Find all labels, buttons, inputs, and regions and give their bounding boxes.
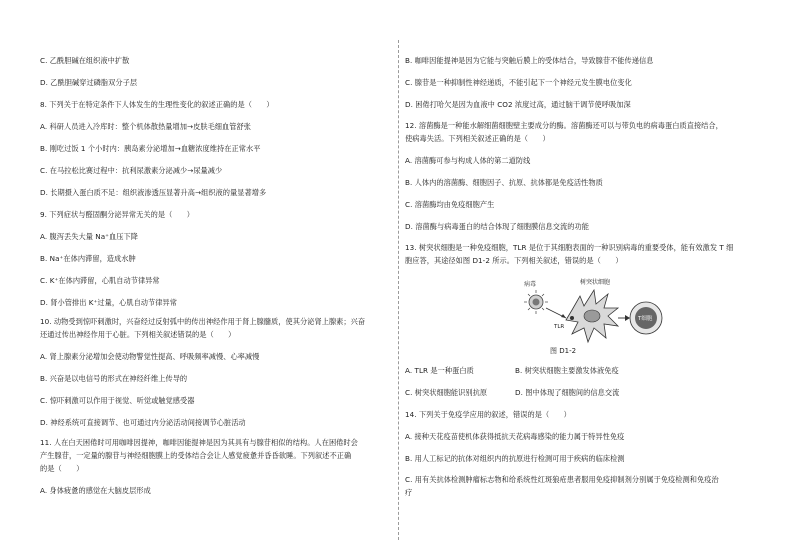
option-d-q7: D. 乙酰胆碱穿过磷脂双分子层 (40, 78, 138, 87)
option-d-q13: D. 图中体现了细胞间的信息交流 (515, 388, 620, 397)
option-d-q8: D. 长期摄入蛋白质不足：组织液渗透压显著升高→组织液的量显著增多 (40, 188, 267, 197)
option-d-q11: D. 困倦打哈欠是因为血液中 CO2 浓度过高，通过脑干调节使呼吸加深 (405, 100, 631, 109)
option-b-q12: B. 人体内的溶菌酶、细胞因子、抗原、抗体都是免疫活性物质 (405, 178, 603, 187)
option-c-q14-line2: 疗 (405, 488, 413, 497)
option-d-q10: D. 神经系统可直接调节、也可通过内分泌活动间接调节心脏活动 (40, 418, 246, 427)
option-b-q14: B. 用人工标记的抗体对组织内的抗原进行检测可用于疾病的临床检测 (405, 454, 625, 463)
question-11-stem-line3: 的是（ ） (40, 464, 84, 473)
option-a-q14: A. 接种天花疫苗使机体获得抵抗天花病毒感染的能力属于特异性免疫 (405, 432, 625, 441)
option-a-q13: A. TLR 是一种蛋白质 (405, 366, 474, 375)
option-c-q7: C. 乙酰胆碱在组织液中扩散 (40, 56, 130, 65)
option-c-q13: C. 树突状细胞能识别抗原 (405, 388, 488, 397)
option-a-q11: A. 身体疲惫的感觉在大脑皮层形成 (40, 486, 151, 495)
question-13-stem-line1: 13. 树突状细胞是一种免疫细胞，TLR 是位于其细胞表面的一种识别病毒的重要受体，能有效激发 T 细 (405, 243, 734, 252)
question-11-stem-line2: 产生腺苷，一定量的腺苷与神经细胞膜上的受体结合会让人感觉疲惫并昏昏欲睡。下列叙述不正确 (40, 451, 352, 460)
option-b-q9: B. Na⁺在体内滞留，造成水肿 (40, 254, 136, 263)
column-divider (398, 40, 399, 540)
option-a-q10: A. 肾上腺素分泌增加会使动物警觉性提高、呼吸频率减慢、心率减慢 (40, 352, 260, 361)
question-12-stem-line2: 使病毒失活。下列相关叙述正确的是（ ） (405, 134, 550, 143)
option-b-q10: B. 兴奋是以电信号的形式在神经纤维上传导的 (40, 374, 188, 383)
option-d-q12: D. 溶菌酶与病毒蛋白的结合体现了细胞膜信息交流的功能 (405, 222, 589, 231)
question-12-stem-line1: 12. 溶菌酶是一种能水解细菌细胞壁主要成分的酶。溶菌酶还可以与带负电的病毒蛋白质直接结合， (405, 121, 723, 130)
option-a-q9: A. 腹泻丢失大量 Na⁺血压下降 (40, 232, 138, 241)
option-c-q10: C. 惊吓刺激可以作用于视觉、听觉或触觉感受器 (40, 396, 195, 405)
label-virus: 病毒 (524, 281, 537, 288)
virus-illustration (524, 290, 548, 314)
question-8-stem: 8. 下列关于在特定条件下人体发生的生理性变化的叙述正确的是（ ） (40, 100, 274, 109)
question-10-stem-line2: 还通过传出神经作用于心脏。下列相关叙述错误的是（ ） (40, 330, 236, 339)
question-14-stem: 14. 下列关于免疫学应用的叙述，错误的是（ ） (405, 410, 571, 419)
question-9-stem: 9. 下列症状与醛固酮分泌异常无关的是（ ） (40, 210, 195, 219)
figure-d1-2 (514, 272, 664, 358)
option-c-q12: C. 溶菌酶均由免疫细胞产生 (405, 200, 495, 209)
option-c-q14-line1: C. 用有关抗体检测肿瘤标志物和给系统性红斑狼疮患者服用免疫抑制剂分别属于免疫检测和免疫治 (405, 475, 719, 484)
option-c-q11: C. 腺苷是一种抑制性神经递质，不能引起下一个神经元发生膜电位变化 (405, 78, 632, 87)
option-c-q9: C. K⁺在体内滞留，心肌自动节律异常 (40, 276, 160, 285)
figure-caption: 图 D1-2 (550, 347, 577, 355)
option-b-q13: B. 树突状细胞主要激发体液免疫 (515, 366, 619, 375)
option-b-q8: B. 刚吃过饭 1 个小时内：胰岛素分泌增加→血糖浓度维持在正常水平 (40, 144, 261, 153)
option-a-q8: A. 科研人员进入冷库时：整个机体散热量增加→皮肤毛细血管舒张 (40, 122, 251, 131)
question-11-stem-line1: 11. 人在白天困倦时可用咖啡因提神，咖啡因能提神是因为其具有与腺苷相似的结构。人在困倦时会 (40, 438, 358, 447)
question-13-stem-line2: 胞应答，其途径如图 D1-2 所示。下列相关叙述，错误的是（ ） (405, 256, 623, 265)
label-t-cell: T细胞 (638, 316, 653, 322)
question-10-stem-line1: 10. 动物受到惊吓刺激时，兴奋经过反射弧中的传出神经作用于肾上腺髓质，使其分泌肾上腺素；兴奋 (40, 317, 366, 326)
option-a-q12: A. 溶菌酶可参与构成人体的第二道防线 (405, 156, 531, 165)
dendritic-cell-illustration (566, 290, 618, 342)
option-c-q8: C. 在马拉松比赛过程中：抗利尿激素分泌减少→尿量减少 (40, 166, 223, 175)
option-b-q11: B. 咖啡因能提神是因为它能与突触后膜上的受体结合，导致腺苷不能传递信息 (405, 56, 654, 65)
label-dendritic-cell: 树突状细胞 (580, 279, 611, 286)
option-d-q9: D. 肾小管排出 K⁺过量，心肌自动节律异常 (40, 298, 177, 307)
label-tlr: TLR (554, 324, 565, 330)
